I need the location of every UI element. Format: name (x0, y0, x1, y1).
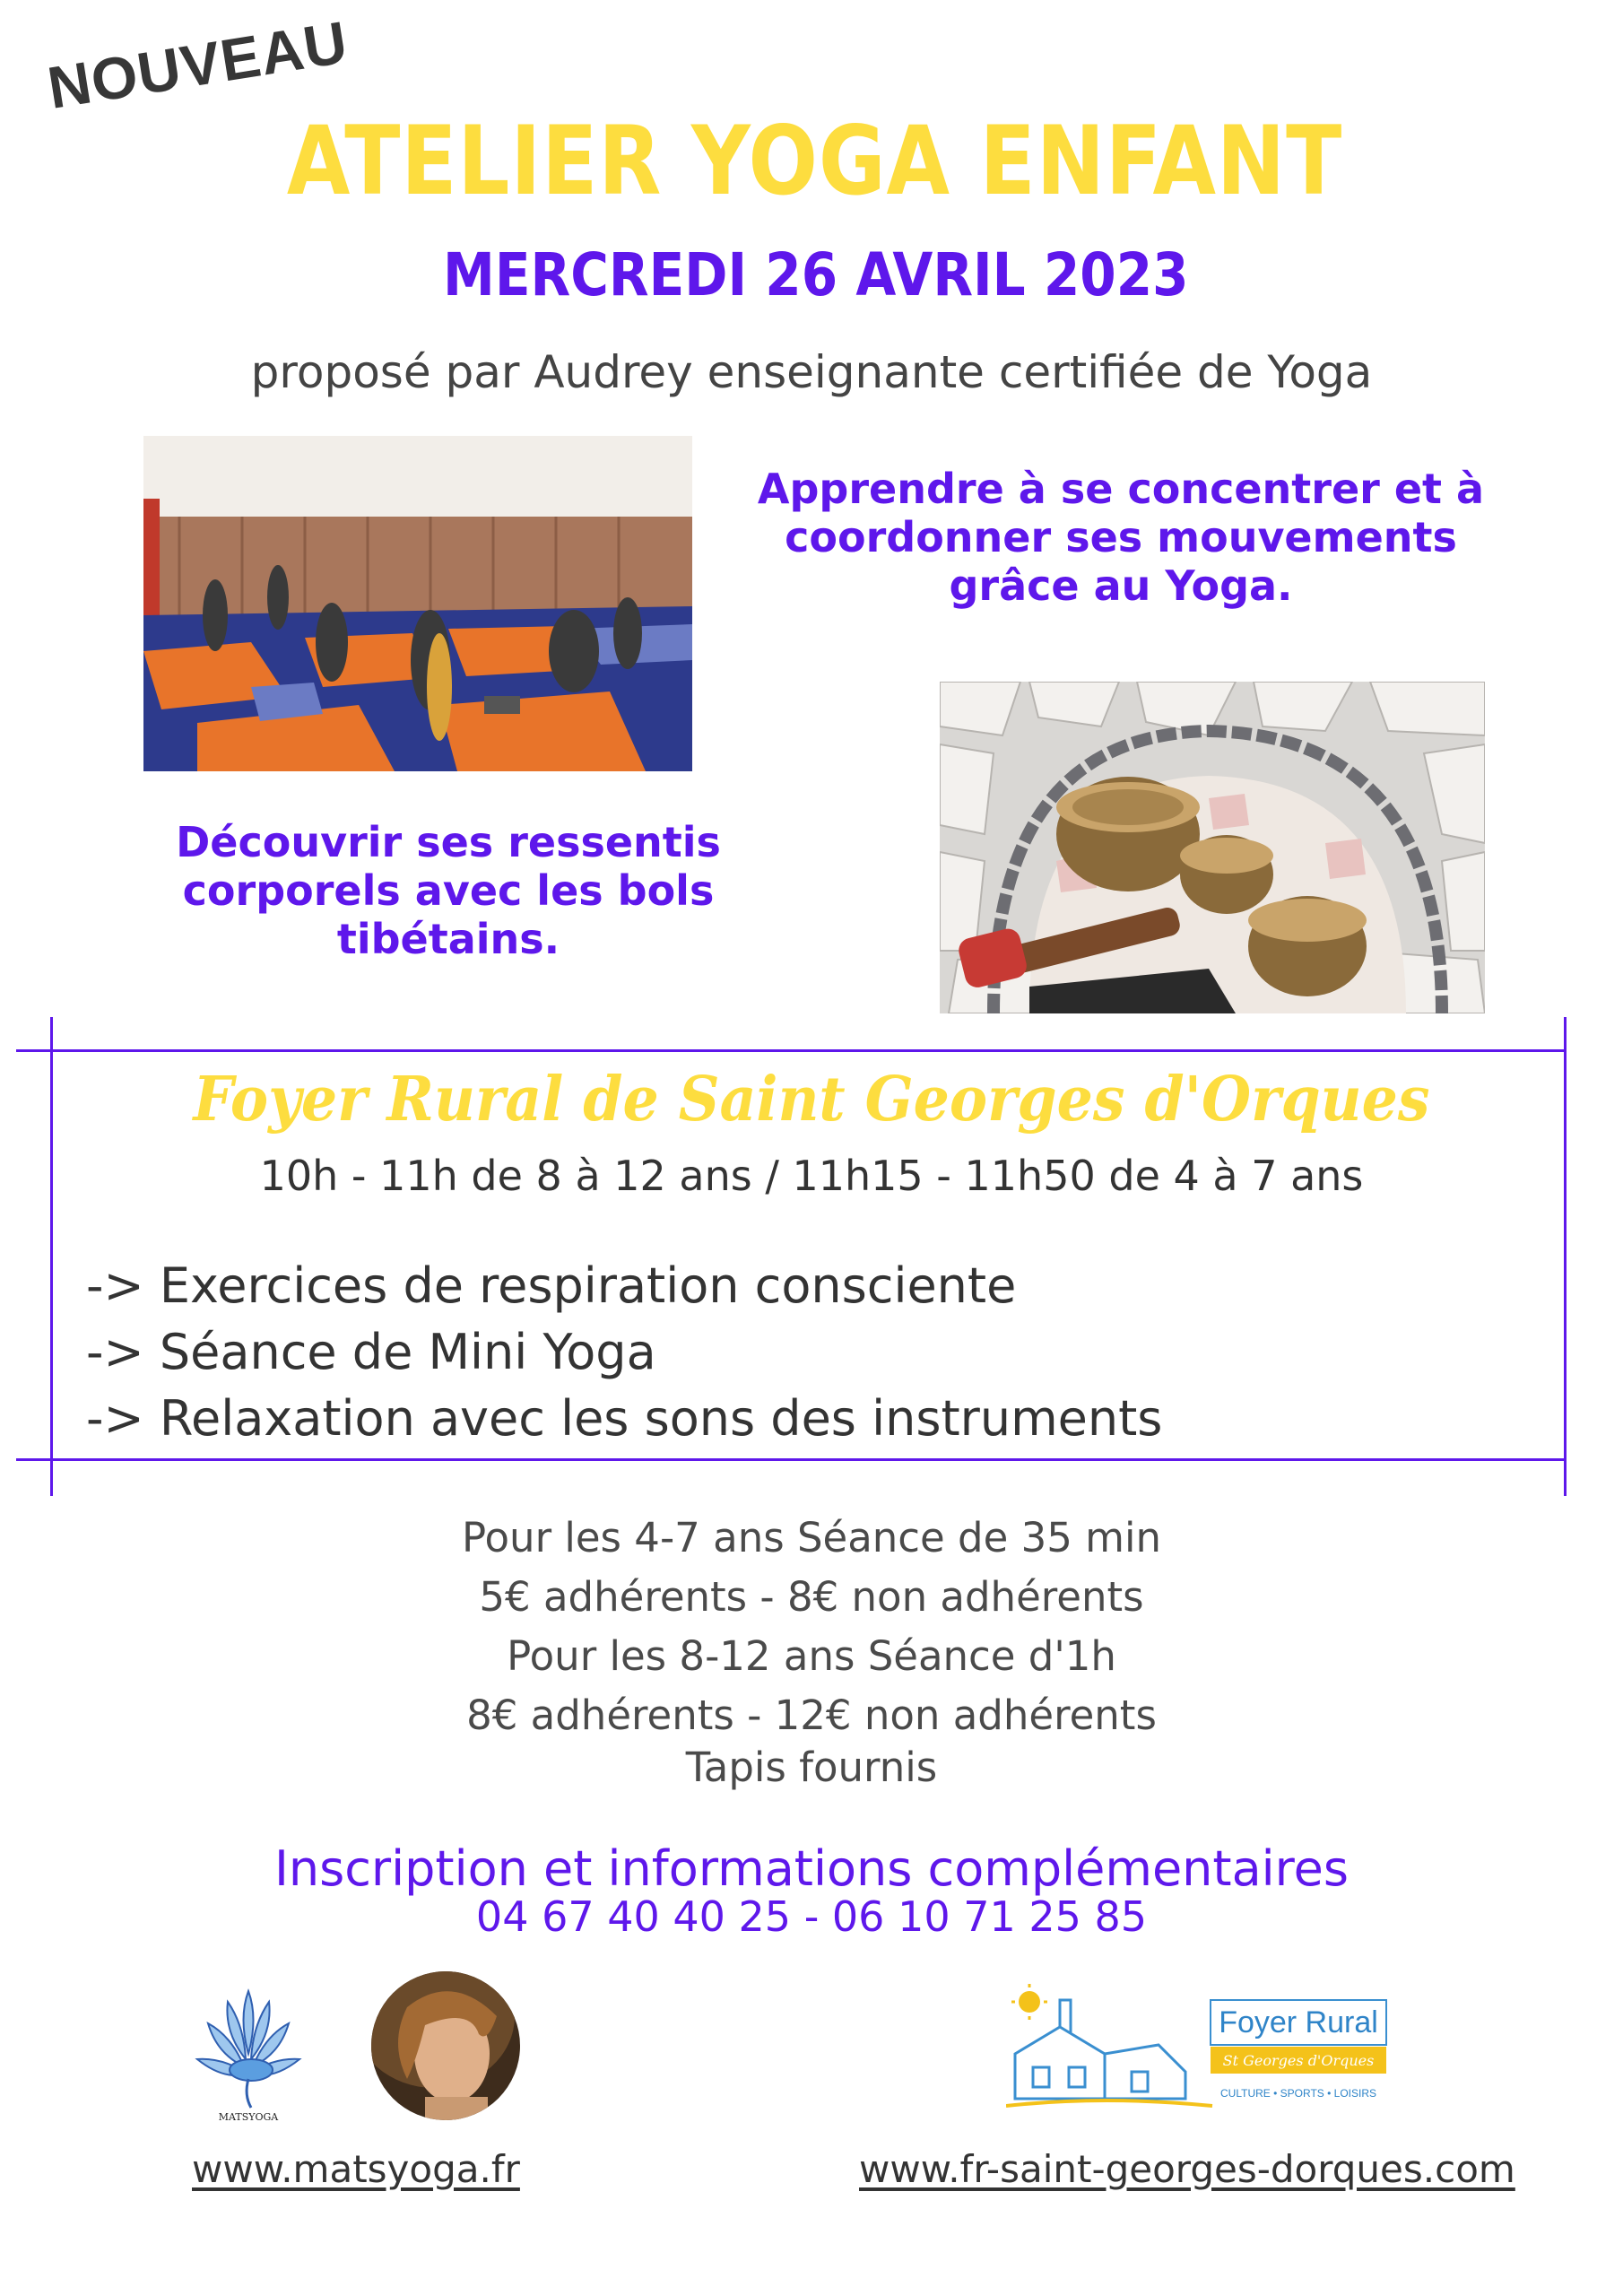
learn-line: coordonner ses mouvements (785, 513, 1457, 561)
learn-text (735, 465, 1506, 610)
session-hours: 10h - 11h de 8 à 12 ans / 11h15 - 11h50 de 4 à 7 ans (259, 1152, 1364, 1200)
inscription-heading: Inscription et informations complémentaires (273, 1840, 1350, 1897)
matsyoga-logo-text: MATSYOGA (218, 2111, 279, 2122)
discover-line: tibétains. (336, 915, 560, 963)
yoga-class-photo (143, 436, 692, 771)
matsyoga-link[interactable]: www.matsyoga.fr (192, 2147, 520, 2191)
activity-item: -> Relaxation avec les sons des instruments (86, 1390, 1163, 1447)
foyer-logo-tagline: CULTURE • SPORTS • LOISIRS (1220, 2087, 1376, 2100)
page-title: ATELIER YOGA ENFANT (286, 106, 1343, 216)
phone-numbers: 04 67 40 40 25 - 06 10 71 25 85 (475, 1892, 1148, 1941)
frame-bottom-line (16, 1458, 1564, 1461)
activity-item: -> Exercices de respiration consciente (86, 1257, 1017, 1314)
venue-title: Foyer Rural de Saint Georges d'Orques (193, 1064, 1430, 1135)
subtitle: proposé par Audrey enseignante certifiée de Yoga (250, 346, 1373, 398)
pricing-line: Pour les 8-12 ans Séance d'1h (507, 1632, 1116, 1680)
learn-line: grâce au Yoga. (949, 561, 1293, 610)
discover-line: corporels avec les bols (182, 866, 715, 915)
learn-line: Apprendre à se concentrer et à (757, 465, 1485, 513)
tibetan-bowls-photo (940, 682, 1485, 1013)
foyer-rural-link[interactable]: www.fr-saint-georges-dorques.com (859, 2147, 1515, 2191)
foyer-logo-title: Foyer Rural (1219, 2005, 1378, 2039)
nouveau-badge: NOUVEAU (43, 8, 352, 122)
discover-line: Découvrir ses ressentis (176, 818, 721, 866)
pricing-line: 5€ adhérents - 8€ non adhérents (479, 1573, 1144, 1621)
foyer-logo-subtitle: St Georges d'Orques (1222, 2052, 1375, 2069)
foyer-rural-logo (1006, 1982, 1392, 2117)
frame-left-line (50, 1017, 53, 1496)
pricing-line: Tapis fournis (685, 1744, 938, 1791)
discover-text (126, 818, 771, 963)
avatar (371, 1971, 520, 2120)
pricing-line: 8€ adhérents - 12€ non adhérents (466, 1692, 1157, 1739)
pricing-line: Pour les 4-7 ans Séance de 35 min (461, 1514, 1162, 1561)
event-date: MERCREDI 26 AVRIL 2023 (443, 240, 1189, 309)
matsyoga-logo (192, 1973, 305, 2122)
frame-top-line (16, 1049, 1564, 1052)
activity-item: -> Séance de Mini Yoga (86, 1324, 656, 1380)
